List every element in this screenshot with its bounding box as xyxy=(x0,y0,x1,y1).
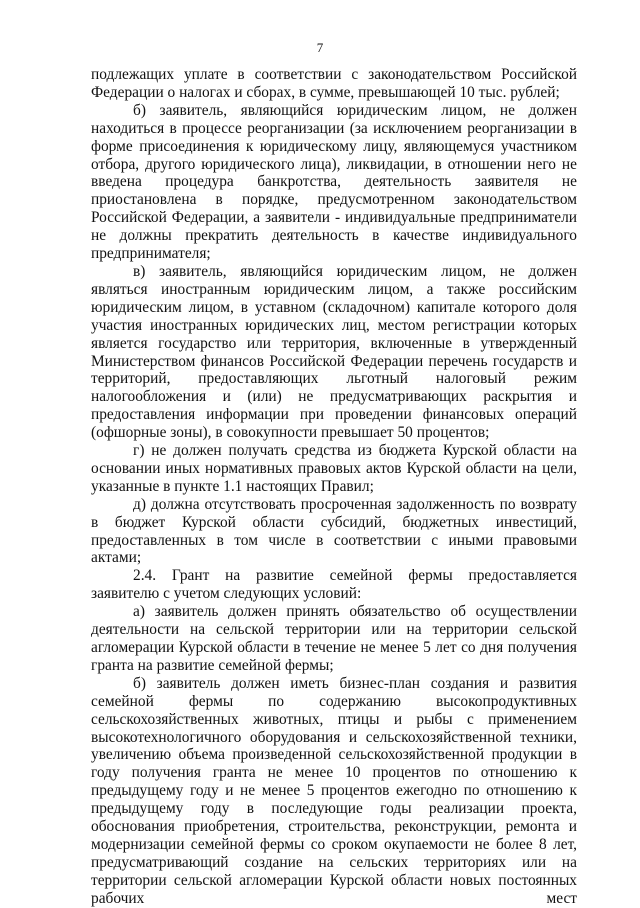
paragraph: б) заявитель, являющийся юридическим лицом, не должен находиться в процессе реорганизации (за исключением реорганизации в форме присоединения к юридическому лицу, являющемуся участником отбора, другого юридического лица), ликвидации, в отношении него не введена процедура банкротства, деятельность заявителя не приостановлена в порядке, предусмотренном законодательством Российской Федерации, а заявители - индивидуальные предприниматели не должны прекратить деятельность в качестве индивидуального предпринимателя; xyxy=(91,101,577,263)
paragraph: г) не должен получать средства из бюджета Курской области на основании иных нормативных правовых актов Курской области на цели, указанные в пункте 1.1 настоящих Правил; xyxy=(91,442,577,495)
paragraph: подлежащих уплате в соответствии с законодательством Российской Федерации о налогах и сборах, в сумме, превышающей 10 тыс. рублей; xyxy=(91,66,577,101)
page-number: 7 xyxy=(316,40,324,55)
paragraph: в) заявитель, являющийся юридическим лицом, не должен являться иностранным юридическим лицом, а также российским юридическим лицом, в уставном (складочном) капитале которого доля участия иностранных юридических лиц, местом регистрации которых является государство или территория, включенные в утвержденный Министерством финансов Российской Федерации перечень государств и территорий, предоставляющих льготный налоговый режим налогообложения и (или) не предусматривающих раскрытия и предоставления информации при проведении финансовых операций (офшорные зоны), в совокупности превышает 50 процентов; xyxy=(91,262,577,442)
paragraph: а) заявитель должен принять обязательство об осуществлении деятельности на сельской территории или на территории сельской агломерации Курской области в течение не менее 5 лет со дня получения гранта на развитие семейной фермы; xyxy=(91,603,577,674)
document-body xyxy=(91,66,577,908)
paragraph: д) должна отсутствовать просроченная задолженность по возврату в бюджет Курской области субсидий, бюджетных инвестиций, предоставленных в том числе в соответствии с иными правовыми актами; xyxy=(91,495,577,567)
paragraph: 2.4. Грант на развитие семейной фермы предоставляется заявителю с учетом следующих условий: xyxy=(91,567,577,603)
paragraph: б) заявитель должен иметь бизнес-план создания и развития семейной фермы по содержанию высокопродуктивных сельскохозяйственных животных, птицы и рыбы с применением высокотехнологичного оборудования и сельскохозяйственной техники, увеличению объема произведенной сельскохозяйственной продукции в году получения гранта не менее 10 процентов по отношению к предыдущему году и не менее 5 процентов ежегодно по отношению к предыдущему году в последующие годы реализации проекта, обоснования приобретения, строительства, реконструкции, ремонта и модернизации семейной фермы со сроком окупаемости не более 8 лет, предусматривающий создание на сельских территориях или на территории сельской агломерации Курской области новых постоянных рабочих мест xyxy=(91,674,577,907)
